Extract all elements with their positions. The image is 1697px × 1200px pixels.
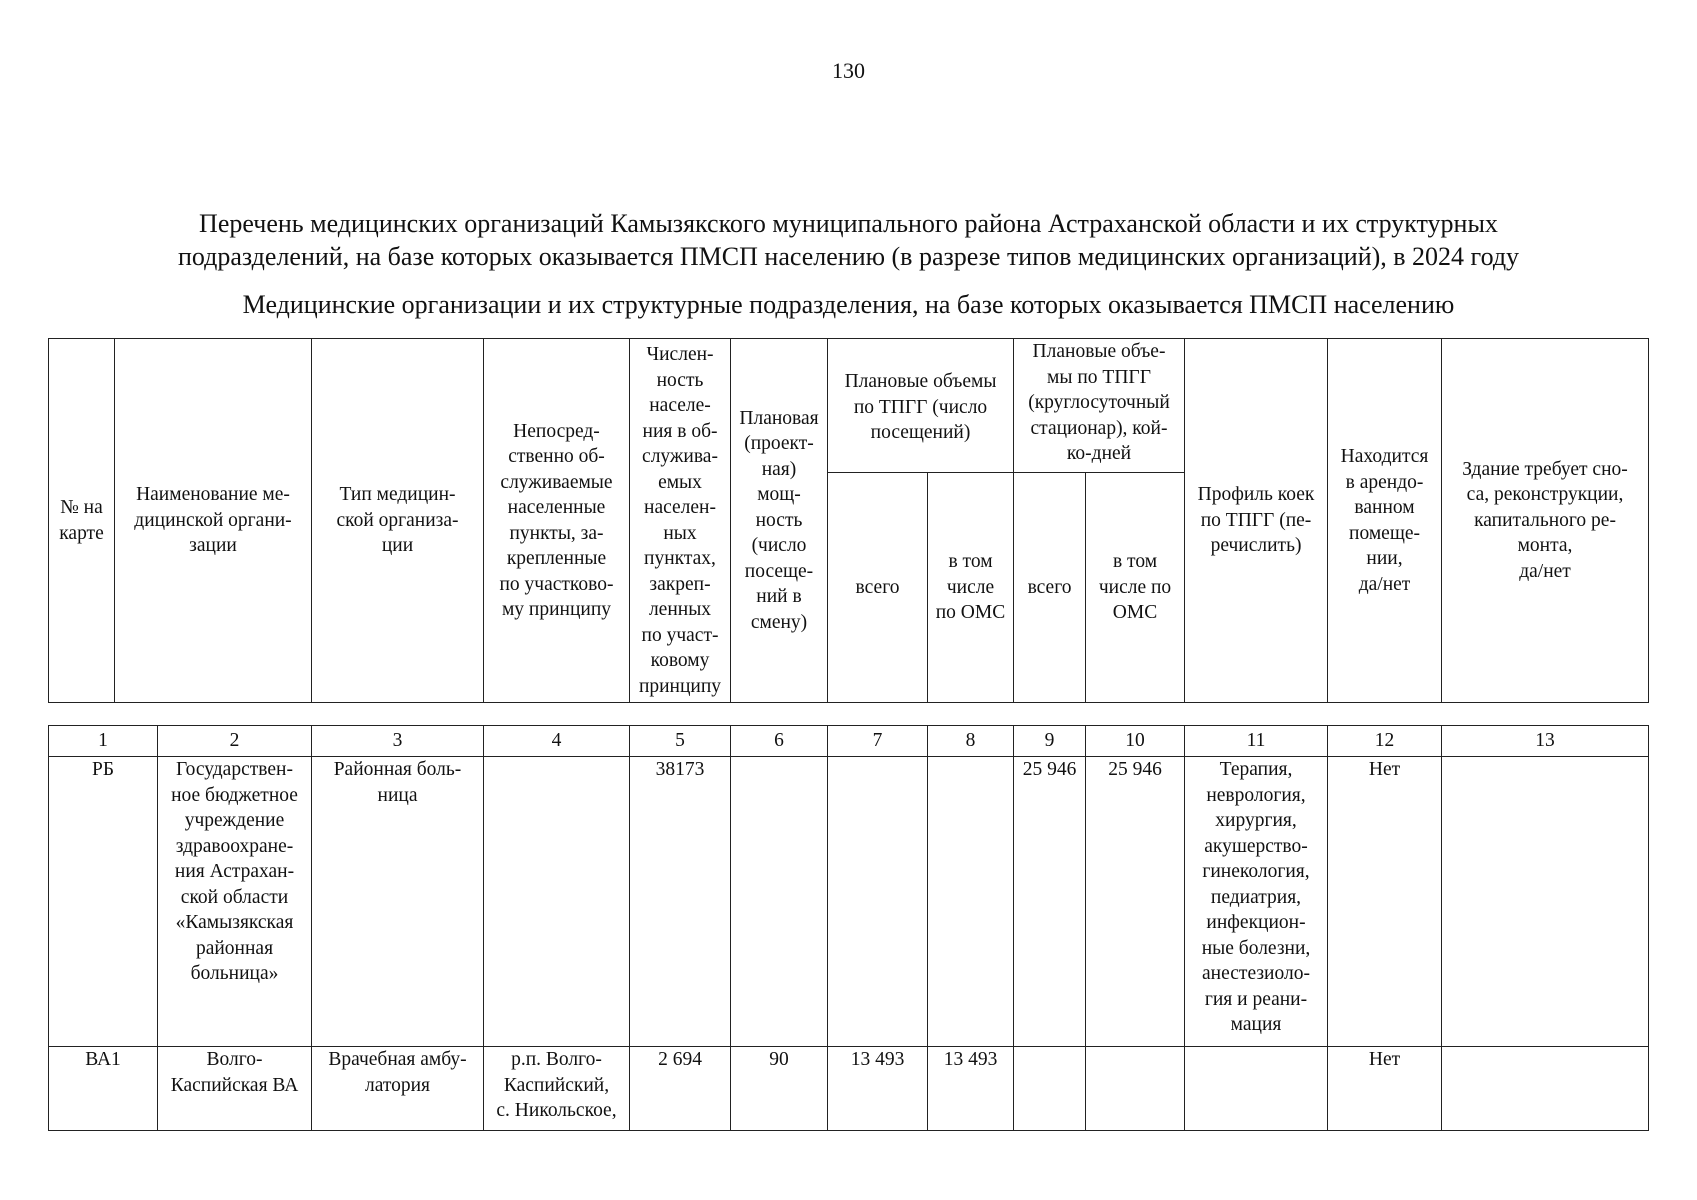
cell-demolition xyxy=(1442,1047,1649,1131)
text-line: Профиль коек xyxy=(1197,484,1315,506)
cell-capacity: 90 xyxy=(731,1047,828,1131)
text-line: ОМС xyxy=(1112,602,1158,624)
text-line: зации xyxy=(189,535,237,557)
cell-settlements xyxy=(484,1047,630,1131)
text-line: числе xyxy=(946,576,995,598)
text-line: по ТПГГ (пе- xyxy=(1200,509,1312,531)
cell-org-name xyxy=(158,757,312,1047)
title-line: подразделений, на базе которых оказывается ПМСП населению (в разрезе типов медицинских организаций), в 2024 году xyxy=(177,242,1520,271)
cell-rented: Нет xyxy=(1328,1047,1442,1131)
text-line: районная xyxy=(195,937,274,959)
text-line: ской организа- xyxy=(336,509,459,531)
text-line: № на xyxy=(60,497,103,518)
text-line: ность xyxy=(755,509,803,531)
text-line: да/нет xyxy=(1358,573,1411,595)
text-line: Находится xyxy=(1340,446,1429,467)
cell-bed-profile xyxy=(1185,757,1328,1047)
text-line: принципу xyxy=(638,675,722,697)
text-line: в том xyxy=(1112,551,1158,573)
text-line: ванном xyxy=(1354,497,1415,518)
cell-visits-total: 13 493 xyxy=(828,1047,928,1131)
ml xyxy=(159,757,310,987)
text-line: Волго- xyxy=(206,1049,263,1070)
text-line: «Камызякская xyxy=(175,912,294,933)
ml xyxy=(1015,575,1084,601)
text-line: служиваемые xyxy=(500,471,613,493)
text-line: пунктах, xyxy=(644,548,716,569)
ml xyxy=(1443,457,1647,585)
cell-rented: Нет xyxy=(1328,757,1442,1047)
ml xyxy=(631,342,729,699)
column-number: 11 xyxy=(1185,726,1328,757)
text-line: смену) xyxy=(750,611,808,633)
header-org-type xyxy=(312,339,484,703)
ml xyxy=(50,495,113,546)
column-number: 5 xyxy=(630,726,731,757)
header-visits-oms xyxy=(928,473,1014,703)
text-line: ния Астрахан- xyxy=(174,861,295,882)
cell-org-type xyxy=(312,1047,484,1131)
column-numbers-row xyxy=(49,726,1649,757)
text-line: Наименование ме- xyxy=(136,484,290,506)
ml xyxy=(1186,757,1326,1038)
cell-beds-total xyxy=(1014,1047,1086,1131)
text-line: Каспийский, xyxy=(503,1074,610,1096)
header-visits-group xyxy=(828,339,1014,473)
document-title xyxy=(100,207,1597,273)
cell-visits-oms: 13 493 xyxy=(928,1047,1014,1131)
header-demolition xyxy=(1442,339,1649,703)
text-line: карте xyxy=(59,522,104,544)
column-number: 4 xyxy=(484,726,630,757)
cell-population: 38173 xyxy=(630,757,731,1047)
text-line: по ТПГГ (число xyxy=(853,396,988,418)
header-bed-profile xyxy=(1185,339,1328,703)
ml xyxy=(829,575,926,601)
header-table xyxy=(48,338,1649,703)
text-line: мация xyxy=(1230,1014,1282,1035)
text-line: му принципу xyxy=(501,599,612,620)
ml xyxy=(159,1047,310,1098)
text-line: больница» xyxy=(190,963,279,984)
column-number: 6 xyxy=(731,726,828,757)
cell-bed-profile xyxy=(1185,1047,1328,1131)
text-line: числе по xyxy=(1098,576,1172,598)
text-line: посеще- xyxy=(744,560,814,582)
text-line: са, реконструкции, xyxy=(1466,484,1624,506)
column-number: 1 xyxy=(49,726,158,757)
cell-population: 2 694 xyxy=(630,1047,731,1131)
ml xyxy=(485,419,628,623)
text-line: в том xyxy=(948,551,993,573)
ml xyxy=(1015,339,1183,467)
text-line: ко-дней xyxy=(1066,443,1132,464)
column-number: 2 xyxy=(158,726,312,757)
text-line: посещений) xyxy=(870,422,971,443)
text-line: учреждение xyxy=(184,810,285,831)
text-line: закреп- xyxy=(649,573,711,595)
text-line: по участково- xyxy=(499,573,614,595)
text-line: инфекцион- xyxy=(1206,912,1306,933)
text-line: Тип медицин- xyxy=(339,484,456,506)
text-line: ность xyxy=(656,369,704,391)
text-line: с. Никольское, xyxy=(496,1100,617,1121)
cell-settlements xyxy=(484,757,630,1047)
cell-visits-total xyxy=(828,757,928,1047)
column-number: 3 xyxy=(312,726,484,757)
text-line: ской области xyxy=(180,886,289,908)
cell-demolition xyxy=(1442,757,1649,1047)
text-line: ные болезни, xyxy=(1201,937,1311,959)
text-line: в арендо- xyxy=(1345,471,1424,493)
column-number: 12 xyxy=(1328,726,1442,757)
header-settlements xyxy=(484,339,630,703)
text-line: Государствен- xyxy=(176,759,293,780)
ml xyxy=(829,369,1012,446)
text-line: ния в об- xyxy=(642,420,718,442)
column-number: 9 xyxy=(1014,726,1086,757)
ml xyxy=(732,406,826,636)
text-line: служива- xyxy=(642,446,718,467)
text-line: помеще- xyxy=(1349,522,1420,544)
cell-map-no: ВА1 xyxy=(49,1047,158,1131)
ml xyxy=(929,549,1012,626)
header-population xyxy=(630,339,731,703)
table-row xyxy=(49,1047,1649,1131)
header-map-no xyxy=(49,339,115,703)
text-line: хирургия, xyxy=(1215,810,1297,831)
header-capacity xyxy=(731,339,828,703)
text-line: гинекология, xyxy=(1202,861,1310,882)
text-line: Плановые объемы xyxy=(844,371,997,392)
text-line: Каспийская ВА xyxy=(170,1074,299,1096)
text-line: неврология, xyxy=(1206,784,1306,806)
text-line: здравоохране- xyxy=(175,835,294,857)
ml xyxy=(313,482,482,559)
ml xyxy=(485,1047,628,1124)
column-number: 13 xyxy=(1442,726,1649,757)
text-line: ных xyxy=(663,522,697,544)
text-line: всего xyxy=(855,576,900,598)
header-beds-group xyxy=(1014,339,1185,473)
text-line: речислить) xyxy=(1210,535,1302,557)
text-line: населенные xyxy=(507,497,606,518)
text-line: нии, xyxy=(1366,548,1403,569)
text-line: (проект- xyxy=(744,433,814,455)
text-line: стационар), кой- xyxy=(1030,417,1168,439)
text-line: мощ- xyxy=(757,484,801,506)
text-line: Районная боль- xyxy=(333,759,462,780)
text-line: крепленные xyxy=(506,548,607,569)
table-subtitle: Медицинские организации и их структурные подразделения, на базе которых оказывается ПМСП населению xyxy=(242,290,1455,319)
text-line: ница xyxy=(377,784,418,806)
header-beds-total xyxy=(1014,473,1086,703)
cell-map-no: РБ xyxy=(49,757,158,1047)
ml xyxy=(313,757,482,808)
header-rented xyxy=(1328,339,1442,703)
text-line: мы по ТПГГ xyxy=(1047,366,1151,388)
text-line: анестезиоло- xyxy=(1202,963,1310,984)
text-line: емых xyxy=(658,471,702,493)
cell-capacity xyxy=(731,757,828,1047)
cell-beds-oms xyxy=(1086,1047,1185,1131)
text-line: дицинской органи- xyxy=(134,509,292,531)
text-line: по ОМС xyxy=(935,602,1006,624)
cell-beds-oms: 25 946 xyxy=(1086,757,1185,1047)
text-line: ная) xyxy=(761,458,797,480)
text-line: Терапия, xyxy=(1219,759,1293,780)
cell-visits-oms xyxy=(928,757,1014,1047)
text-line: Плановые объе- xyxy=(1032,341,1166,362)
text-line: да/нет xyxy=(1519,560,1571,582)
text-line: населе- xyxy=(649,395,711,416)
text-line: всего xyxy=(1027,576,1072,598)
text-line: пункты, за- xyxy=(509,522,604,544)
title-line: Перечень медицинских организаций Камызякского муниципального района Астраханской области и их структурных xyxy=(199,209,1498,238)
column-number: 7 xyxy=(828,726,928,757)
header-visits-total xyxy=(828,473,928,703)
ml xyxy=(116,482,310,559)
text-line: Числен- xyxy=(646,344,714,365)
text-line: ний в xyxy=(756,586,802,608)
text-line: Плановая xyxy=(739,407,819,429)
text-line: Здание требует сно- xyxy=(1462,458,1628,480)
text-line: капитального ре- xyxy=(1474,509,1616,531)
text-line: Врачебная амбу- xyxy=(328,1049,467,1070)
ml xyxy=(1087,549,1183,626)
cell-org-type xyxy=(312,757,484,1047)
text-line: по участ- xyxy=(641,624,719,646)
header-org-name xyxy=(115,339,312,703)
text-line: латория xyxy=(364,1074,431,1096)
ml xyxy=(1186,482,1326,559)
text-line: Непосред- xyxy=(513,420,600,442)
cell-org-name xyxy=(158,1047,312,1131)
ml xyxy=(1329,444,1440,597)
text-line: педиатрия, xyxy=(1210,886,1302,908)
text-line: р.п. Волго- xyxy=(511,1049,602,1070)
text-line: ковому xyxy=(650,650,710,671)
header-beds-oms xyxy=(1086,473,1185,703)
text-line: (число xyxy=(751,535,807,557)
text-line: ции xyxy=(381,535,414,557)
ml xyxy=(313,1047,482,1098)
text-line: (круглосуточный xyxy=(1028,392,1170,413)
text-line: населен- xyxy=(644,497,716,518)
column-number: 8 xyxy=(928,726,1014,757)
text-line: ное бюджетное xyxy=(171,784,298,806)
text-line: гия и реани- xyxy=(1204,988,1308,1010)
page-number: 130 xyxy=(832,58,865,83)
text-line: монта, xyxy=(1517,535,1573,557)
cell-beds-total: 25 946 xyxy=(1014,757,1086,1047)
text-line: ственно об- xyxy=(508,446,605,467)
text-line: ленных xyxy=(648,599,712,620)
data-table xyxy=(48,725,1649,1131)
text-line: акушерство- xyxy=(1204,835,1308,857)
column-number: 10 xyxy=(1086,726,1185,757)
table-row xyxy=(49,757,1649,1047)
